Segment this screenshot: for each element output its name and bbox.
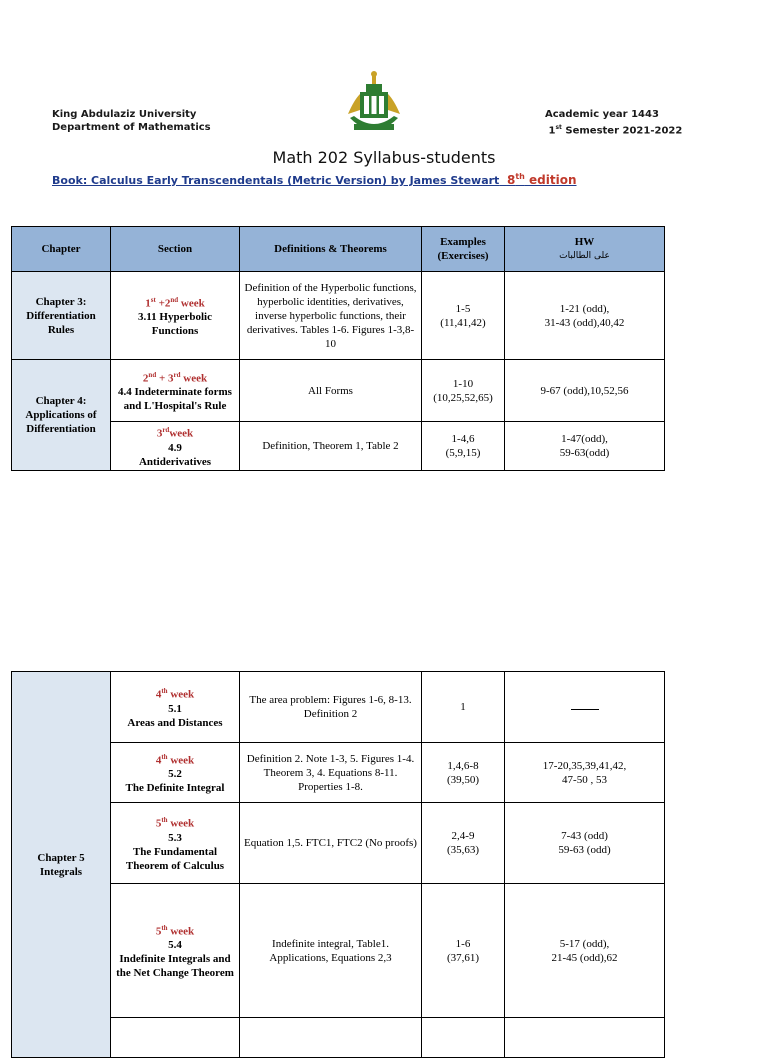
hw-cell: 1-21 (odd), 31-43 (odd),40,42	[505, 272, 665, 360]
section-cell: 1st +2nd week 3.11 Hyperbolic Functions	[111, 272, 240, 360]
page-title: Math 202 Syllabus-students	[272, 148, 496, 167]
definitions-cell: Equation 1,5. FTC1, FTC2 (No proofs)	[240, 803, 422, 884]
week-label: 5th week	[155, 923, 195, 938]
book-reference: Book: Calculus Early Transcendentals (Metric Version) by James Stewart 8th edition	[52, 172, 577, 187]
section-cell: 5th week 5.3 The Fundamental Theorem of Calculus	[111, 803, 240, 884]
col-definitions: Definitions & Theorems	[240, 227, 422, 272]
syllabus-table-1	[11, 226, 665, 471]
table-row	[12, 272, 665, 360]
week-label: 4th week	[155, 687, 195, 701]
hw-cell: 9-67 (odd),10,52,56	[505, 360, 665, 422]
section-cell: 4th week 5.2 The Definite Integral	[111, 743, 240, 803]
academic-year: Academic year 1443	[545, 109, 659, 120]
hw-cell: 1-47(odd), 59-63(odd)	[505, 422, 665, 471]
col-hw: HW على الطالبات	[505, 227, 665, 272]
week-label: 1st +2nd week	[145, 295, 205, 310]
week-label: 2nd + 3rd week	[142, 370, 208, 385]
section-cell: 4th week 5.1 Areas and Distances	[111, 672, 240, 743]
academic-info	[545, 108, 682, 137]
semester: 1st Semester 2021-2022	[548, 124, 683, 137]
week-label: 3rdweek	[156, 426, 194, 440]
examples-cell: 1-4,6 (5,9,15)	[422, 422, 505, 471]
week-label: 5th week	[155, 816, 195, 830]
university-name: King Abdulaziz University	[52, 109, 197, 120]
section-cell: 2nd + 3rd week 4.4 Indeterminate forms and L'Hospital's Rule	[111, 360, 240, 422]
hw-cell	[505, 672, 665, 743]
table-header-row	[12, 227, 665, 272]
chapter-cell: Chapter 4: Applications of Differentiation	[12, 360, 111, 471]
definitions-cell: All Forms	[240, 360, 422, 422]
examples-cell: 1-5 (11,41,42)	[422, 272, 505, 360]
table-row	[12, 360, 665, 422]
examples-cell: 1-10 (10,25,52,65)	[422, 360, 505, 422]
definitions-cell: Definition 2. Note 1-3, 5. Figures 1-4. Theorem 3, 4. Equations 8-11. Properties 1-8.	[240, 743, 422, 803]
definitions-cell: Definition, Theorem 1, Table 2	[240, 422, 422, 471]
examples-cell: 1,4,6-8 (39,50)	[422, 743, 505, 803]
definitions-cell: The area problem: Figures 1-6, 8-13. Definition 2	[240, 672, 422, 743]
hw-cell: 5-17 (odd), 21-45 (odd),62	[505, 884, 665, 1018]
section-cell: 5th week 5.4 Indefinite Integrals and the Net Change Theorem	[111, 884, 240, 1018]
department-name: Department of Mathematics	[52, 122, 211, 133]
chapter-cell: Chapter 3: Differentiation Rules	[12, 272, 111, 360]
examples-cell: 2,4-9 (35,63)	[422, 803, 505, 884]
syllabus-table-2	[11, 671, 665, 1058]
col-section: Section	[111, 227, 240, 272]
chapter-cell: Chapter 5 Integrals	[12, 672, 111, 1058]
hw-cell: 7-43 (odd) 59-63 (odd)	[505, 803, 665, 884]
definitions-cell: Definition of the Hyperbolic functions, hyperbolic identities, derivatives, inverse hyperbolic functions, their derivatives. Tables 1-6. Figures 1-3,8-10	[240, 272, 422, 360]
examples-cell: 1	[422, 672, 505, 743]
section-cell: 3rdweek 4.9 Antiderivatives	[111, 422, 240, 471]
col-examples: Examples (Exercises)	[422, 227, 505, 272]
table-row	[12, 672, 665, 743]
hw-cell: 17-20,35,39,41,42, 47-50 , 53	[505, 743, 665, 803]
dash-mark	[571, 709, 599, 710]
definitions-cell: Indefinite integral, Table1. Applications, Equations 2,3	[240, 884, 422, 1018]
university-logo	[344, 70, 404, 140]
institution-block	[52, 108, 211, 134]
week-label: 4th week	[155, 752, 195, 767]
edition: 8th edition	[506, 172, 577, 187]
examples-cell: 1-6 (37,61)	[422, 884, 505, 1018]
col-chapter: Chapter	[12, 227, 111, 272]
